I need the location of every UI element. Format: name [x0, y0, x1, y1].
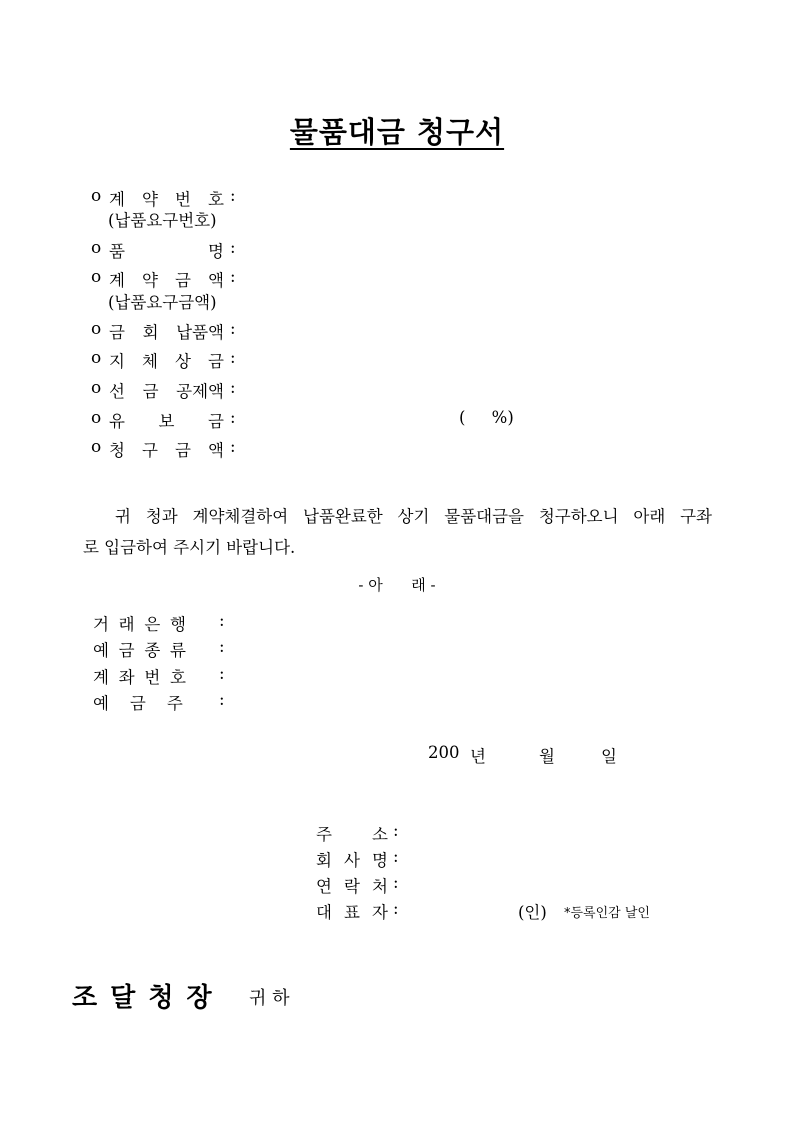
signer-label-contact: 연 락 처	[316, 877, 388, 896]
bullet-icon: o	[91, 186, 102, 206]
field-label-contract-no: 계 약 번 호	[109, 190, 224, 209]
date-month-unit: 월	[539, 747, 555, 766]
notice-heading: - 아 래 -	[358, 576, 436, 594]
field-colon: :	[230, 267, 236, 286]
body-line-2: 로 입금하여 주시기 바랍니다.	[83, 538, 296, 557]
field-colon: :	[230, 437, 236, 456]
field-colon: :	[230, 186, 236, 205]
field-colon: :	[230, 319, 236, 338]
document-title-text: 물품대금 청구서	[289, 115, 505, 149]
date-year: 200	[428, 743, 460, 762]
honorific: 귀 하	[249, 988, 290, 1009]
bullet-icon: o	[91, 348, 102, 368]
field-label-advance-deduction: 선 금 공제액	[109, 382, 224, 401]
bullet-icon: o	[91, 437, 102, 457]
field-label-item-name: 품 명	[109, 242, 224, 261]
signer-colon: :	[393, 847, 399, 866]
bullet-icon: o	[91, 238, 102, 258]
bank-label-account-type: 예 금 종 류	[93, 641, 186, 660]
signer-colon: :	[393, 873, 399, 892]
body-line-1: 귀 청과 계약체결하여 납품완료한 상기 물품대금을 청구하오니 아래 구좌	[115, 507, 712, 526]
retention-percent: ( %)	[459, 408, 514, 427]
bullet-icon: o	[91, 408, 102, 428]
field-label-current-delivery: 금 회 납품액	[109, 323, 224, 342]
bank-colon: :	[219, 637, 225, 656]
bank-colon: :	[219, 664, 225, 683]
document-title	[0, 110, 794, 151]
bullet-icon: o	[91, 267, 102, 287]
field-label-retention: 유 보 금	[109, 412, 224, 431]
signer-colon: :	[393, 899, 399, 918]
field-colon: :	[230, 348, 236, 367]
seal-mark: (인)	[518, 903, 547, 922]
date-year-unit: 년	[470, 747, 486, 766]
field-label-claim-amount: 청 구 금 액	[109, 441, 224, 460]
bank-label-holder: 예 금 주	[93, 694, 183, 713]
bullet-icon: o	[91, 378, 102, 398]
signer-label-representative: 대 표 자	[316, 903, 388, 922]
date-day-unit: 일	[601, 747, 617, 766]
field-colon: :	[230, 408, 236, 427]
field-colon: :	[230, 378, 236, 397]
field-sublabel-delivery-request-amount: (납품요구금액)	[108, 293, 217, 312]
bank-label-bank: 거 래 은 행	[93, 615, 186, 634]
bullet-icon: o	[91, 319, 102, 339]
bank-colon: :	[219, 611, 225, 630]
field-sublabel-delivery-request-no: (납품요구번호)	[108, 211, 217, 230]
seal-note: *등록인감 날인	[564, 906, 650, 921]
field-colon: :	[230, 238, 236, 257]
signer-label-address: 주 소	[316, 825, 388, 844]
field-label-contract-amount: 계 약 금 액	[109, 271, 224, 290]
recipient: 조 달 청 장	[72, 983, 214, 1013]
field-label-late-penalty: 지 체 상 금	[109, 352, 224, 371]
signer-label-company: 회 사 명	[316, 851, 388, 870]
signer-colon: :	[393, 821, 399, 840]
bank-label-account-no: 계 좌 번 호	[93, 668, 186, 687]
bank-colon: :	[219, 690, 225, 709]
